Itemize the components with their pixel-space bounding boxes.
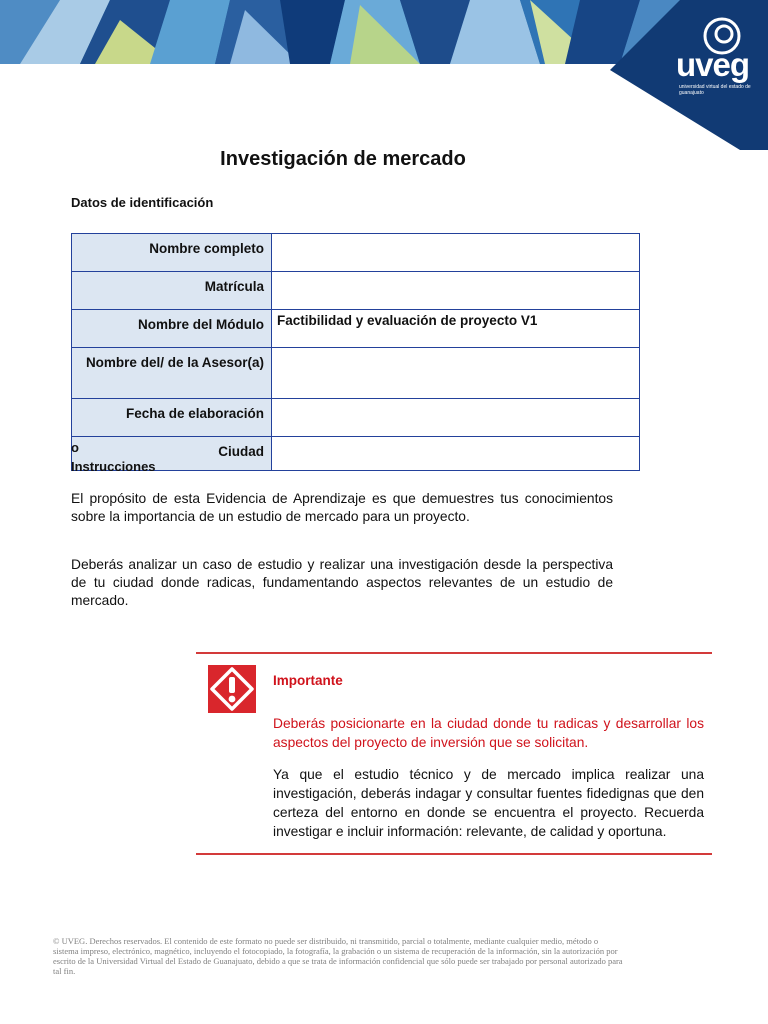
row-label-matricula: Matrícula	[72, 272, 272, 310]
important-title: Importante	[273, 673, 343, 688]
table-row	[72, 348, 640, 399]
geometric-banner-graphic	[0, 0, 768, 150]
important-top-rule	[196, 652, 712, 654]
row-label-ciudad: Ciudad	[72, 437, 272, 471]
row-value-nombre[interactable]	[272, 234, 640, 272]
table-row	[72, 310, 640, 348]
row-value-modulo[interactable]: Factibilidad y evaluación de proyecto V1	[272, 310, 640, 348]
identification-heading: Datos de identificación	[71, 195, 214, 210]
row-value-asesor[interactable]	[272, 348, 640, 399]
table-row	[72, 437, 640, 471]
header-banner	[0, 0, 768, 150]
identification-table	[71, 233, 640, 471]
important-red-text: Deberás posicionarte en la ciudad donde tu radicas y desarrollar los aspectos del proyecto de inversión que se solicitan.	[273, 716, 704, 750]
table-row	[72, 399, 640, 437]
table-row	[72, 234, 640, 272]
row-value-ciudad[interactable]	[272, 437, 640, 471]
page-title	[0, 148, 768, 171]
stray-character: o	[71, 440, 79, 455]
row-label-nombre: Nombre completo	[72, 234, 272, 272]
copyright-footer: © UVEG. Derechos reservados. El contenido de este formato no puede ser distribuido, ni transmitido, parcial o totalmente, mediante cualquier medio, método o sistema impreso, electrónico, magnético, incluyendo el fotocopiado, la fotografía, la grabación o un sistema de recuperación de la información, sin la autorización por escrito de la Universidad Virtual del Estado de Guanajuato, debido a que se trata de información confidencial que sólo puede ser trabajado por personal autorizado para tal fin.	[53, 936, 623, 976]
row-label-fecha: Fecha de elaboración	[72, 399, 272, 437]
warning-icon	[208, 665, 256, 713]
instructions-heading: Instrucciones	[71, 459, 156, 474]
row-value-fecha[interactable]	[272, 399, 640, 437]
table-row	[72, 272, 640, 310]
important-bottom-rule	[196, 853, 712, 855]
important-body-text: Ya que el estudio técnico y de mercado implica realizar una investigación, deberás indagar y consultar fuentes fidedignas que den certeza del entorno en donde se encuentra el proyecto. Recuerda investigar e incluir información: relevante, de calidad y oportuna.	[273, 767, 704, 839]
row-label-asesor: Nombre del/ de la Asesor(a)	[72, 348, 272, 399]
page-title-text: Investigación de mercado	[220, 148, 466, 170]
uveg-logo-text: uveg	[676, 46, 750, 83]
row-value-matricula[interactable]	[272, 272, 640, 310]
instructions-paragraph-1: El propósito de esta Evidencia de Aprendizaje es que demuestres tus conocimientos sobre la importancia de un estudio de mercado para un proyecto.	[71, 491, 613, 524]
instructions-paragraph-2: Deberás analizar un caso de estudio y realizar una investigación desde la perspectiva de tu ciudad donde radicas, fundamentando aspectos relevantes de un estudio de mercado.	[71, 557, 613, 608]
row-label-modulo: Nombre del Módulo	[72, 310, 272, 348]
uveg-logo-subtitle: universidad virtual del estado de guanajuato	[679, 84, 751, 96]
